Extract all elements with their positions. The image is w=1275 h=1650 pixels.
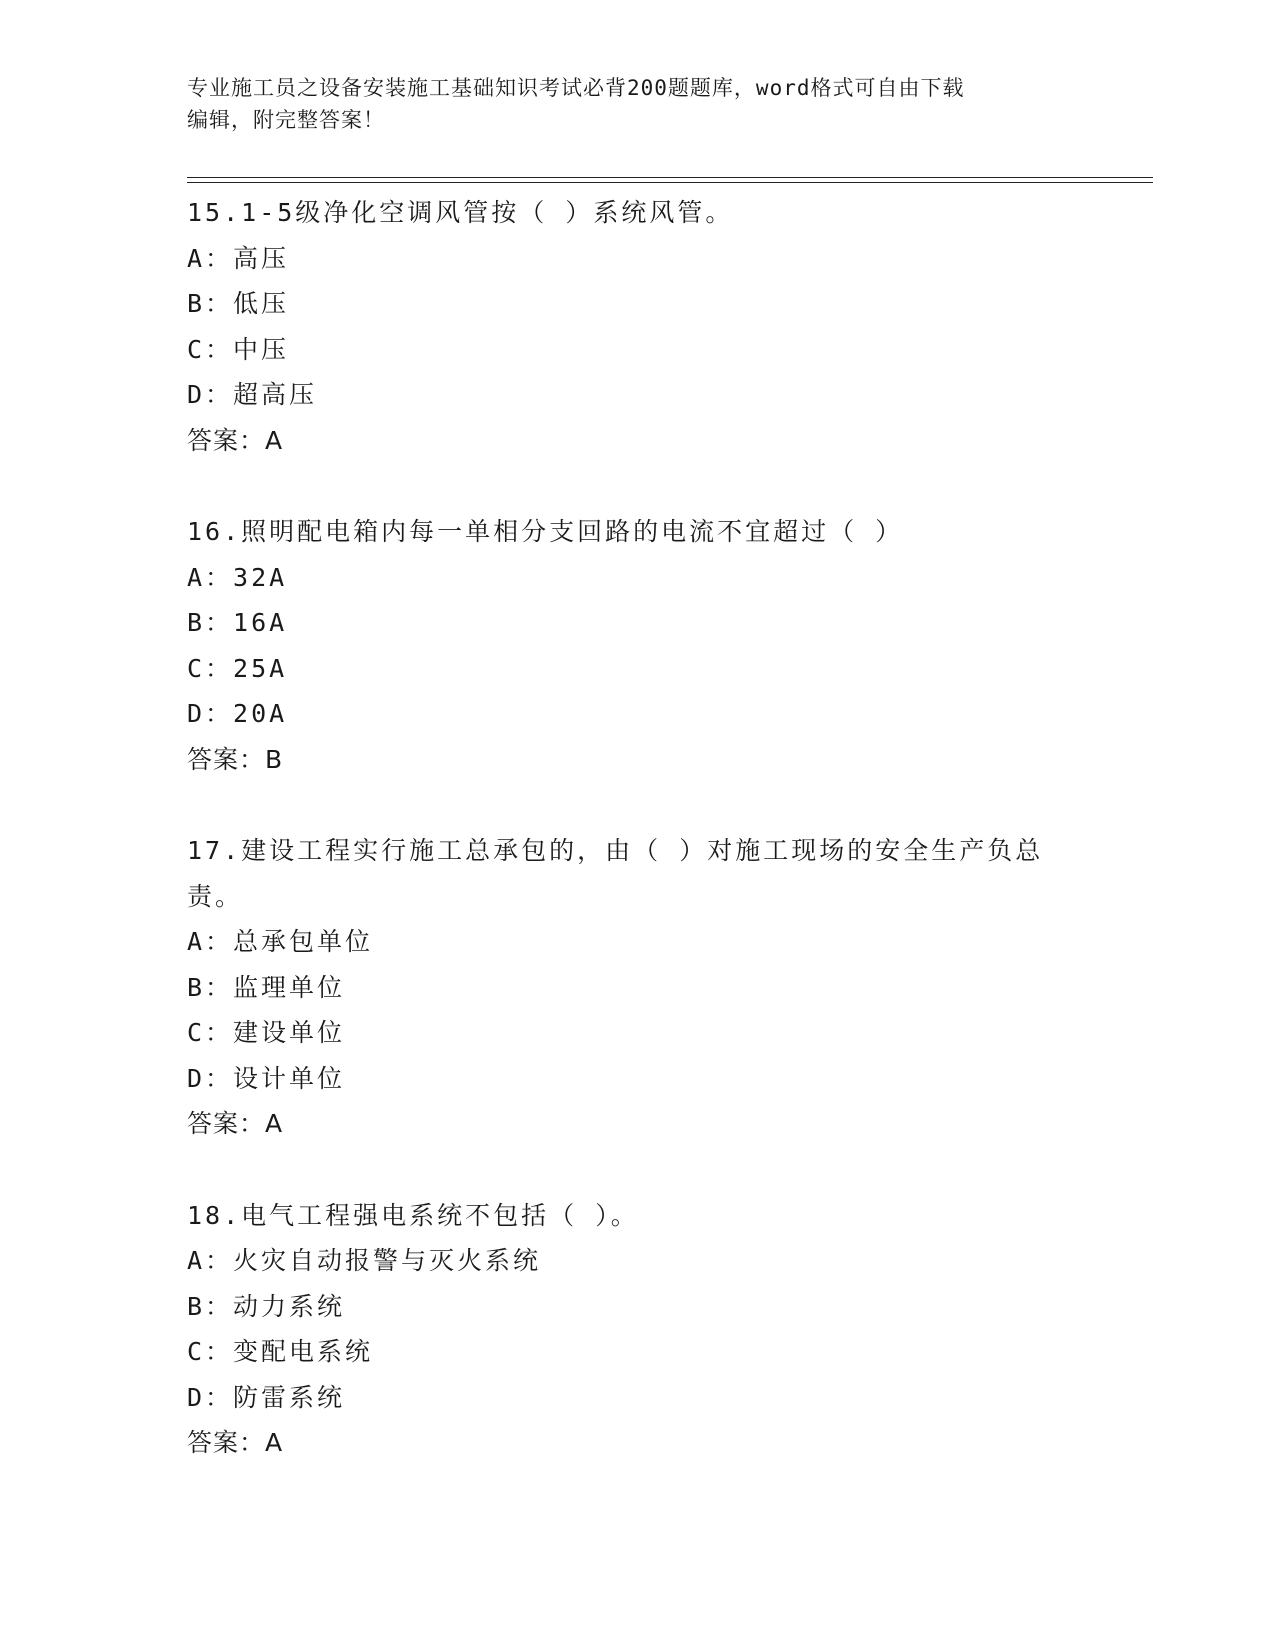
question-18	[187, 1193, 1087, 1466]
answer-line: 答案：A	[187, 1428, 284, 1457]
answer-line: 答案：A	[187, 425, 284, 455]
header-line-2: 编辑，附完整答案！	[187, 108, 385, 132]
header-line-1: 专业施工员之设备安装施工基础知识考试必背200题题库，word格式可自由下载	[187, 76, 965, 100]
question-list	[187, 190, 1087, 1512]
question-17	[187, 828, 1087, 1147]
question-stem: 15.1-5级净化空调风管按（ ）系统风管。	[187, 198, 734, 227]
option-d: D：20A	[187, 699, 288, 728]
question-stem-line-2: 责。	[187, 881, 244, 911]
option-a: A：高压	[187, 243, 290, 273]
option-b: B：16A	[187, 608, 288, 637]
header-divider-top	[187, 177, 1153, 178]
option-d: D：设计单位	[187, 1063, 346, 1093]
question-16	[187, 509, 1087, 782]
option-d: D：防雷系统	[187, 1382, 346, 1412]
option-b: B：动力系统	[187, 1291, 346, 1321]
document-header	[187, 72, 1087, 136]
question-15	[187, 190, 1087, 463]
option-c: C：25A	[187, 653, 288, 683]
option-c: C：中压	[187, 334, 290, 364]
header-divider-bottom	[187, 182, 1153, 183]
option-d: D：超高压	[187, 380, 318, 409]
option-b: B：监理单位	[187, 972, 346, 1002]
option-a: A：火灾自动报警与灭火系统	[187, 1246, 542, 1275]
answer-line: 答案：A	[187, 1109, 284, 1138]
question-stem: 18.电气工程强电系统不包括（ ）。	[187, 1200, 639, 1230]
answer-line: 答案：B	[187, 744, 284, 774]
option-c: C：建设单位	[187, 1018, 346, 1047]
option-b: B：低压	[187, 289, 290, 318]
option-a: A：32A	[187, 562, 288, 592]
question-stem: 16.照明配电箱内每一单相分支回路的电流不宜超过（ ）	[187, 517, 904, 546]
option-a: A：总承包单位	[187, 927, 374, 956]
option-c: C：变配电系统	[187, 1337, 374, 1366]
question-stem-line-1: 17.建设工程实行施工总承包的，由（ ）对施工现场的安全生产负总	[187, 836, 1044, 865]
